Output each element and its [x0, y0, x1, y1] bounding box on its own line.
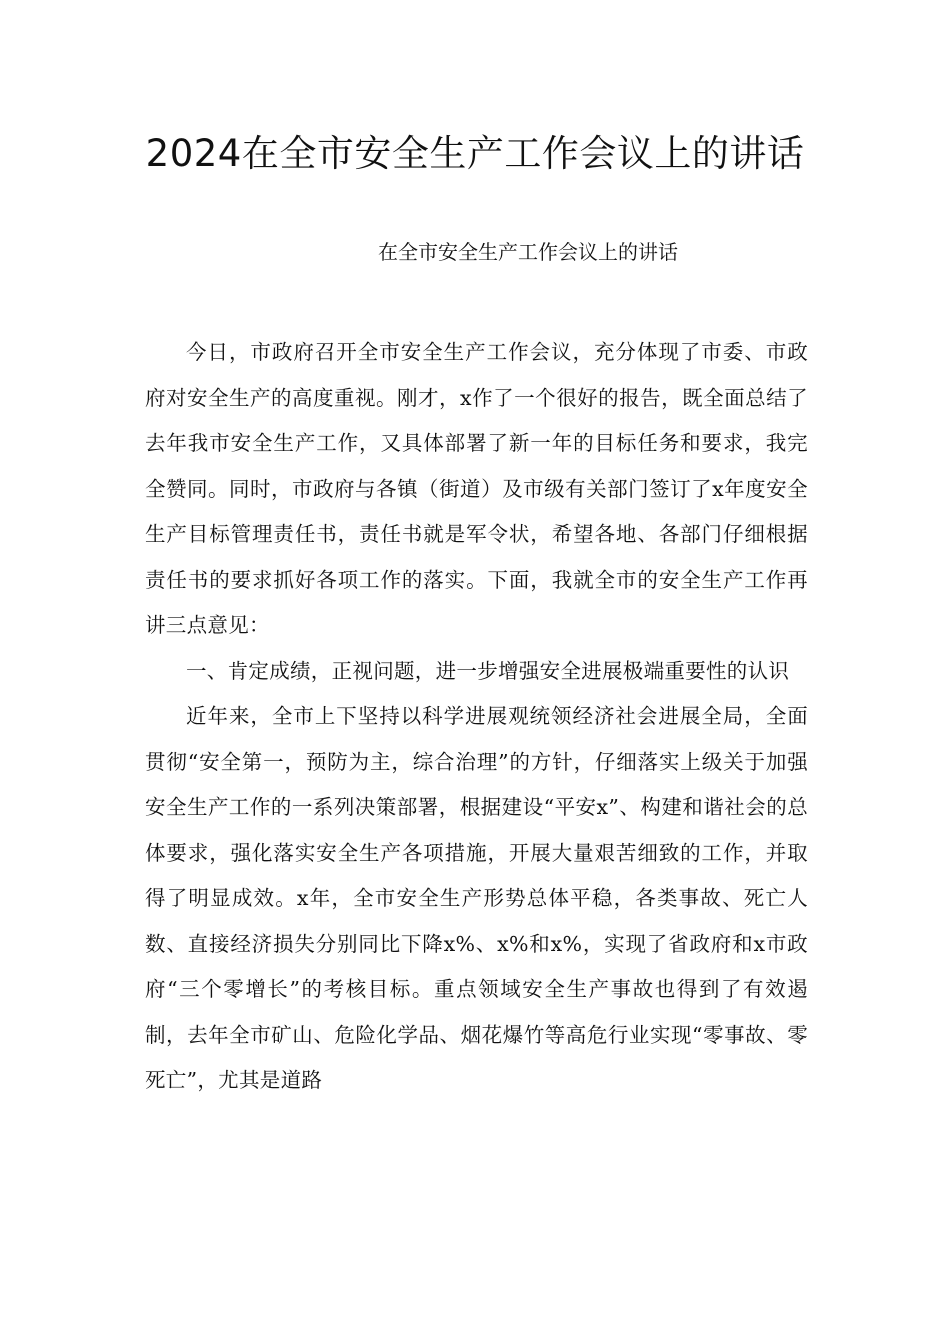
- paragraph-achievements: 近年来，全市上下坚持以科学进展观统领经济社会进展全局，全面贯彻“安全第一，预防为主，综合治理”的方针，仔细落实上级关于加强安全生产工作的一系列决策部署，根据建设“平安x”、构建和谐社会的总体要求，强化落实安全生产各项措施，开展大量艰苦细致的工作，并取得了明显成效。x年，全市安全生产形势总体平稳，各类事故、死亡人数、直接经济损失分别同比下降x%、x%和x%，实现了省政府和x市政府“三个零增长”的考核目标。重点领域安全生产事故也得到了有效遏制，去年全市矿山、危险化学品、烟花爆竹等高危行业实现“零事故、零死亡”，尤其是道路: [145, 704, 808, 1092]
- paragraph-intro: 今日，市政府召开全市安全生产工作会议，充分体现了市委、市政府对安全生产的高度重视。刚才，x作了一个很好的报告，既全面总结了去年我市安全生产工作，又具体部署了新一年的目标任务和要求，我完全赞同。同时，市政府与各镇（街道）及市级有关部门签订了x年度安全生产目标管理责任书，责任书就是军令状，希望各地、各部门仔细根据责任书的要求抓好各项工作的落实。下面，我就全市的安全生产工作再讲三点意见：: [145, 340, 808, 637]
- document-title: 2024在全市安全生产工作会议上的讲话: [145, 132, 805, 175]
- document-subtitle: 在全市安全生产工作会议上的讲话: [378, 240, 678, 264]
- document-body: [145, 330, 808, 1104]
- section-heading-one: 一、肯定成绩，正视问题，进一步增强安全进展极端重要性的认识: [186, 658, 790, 683]
